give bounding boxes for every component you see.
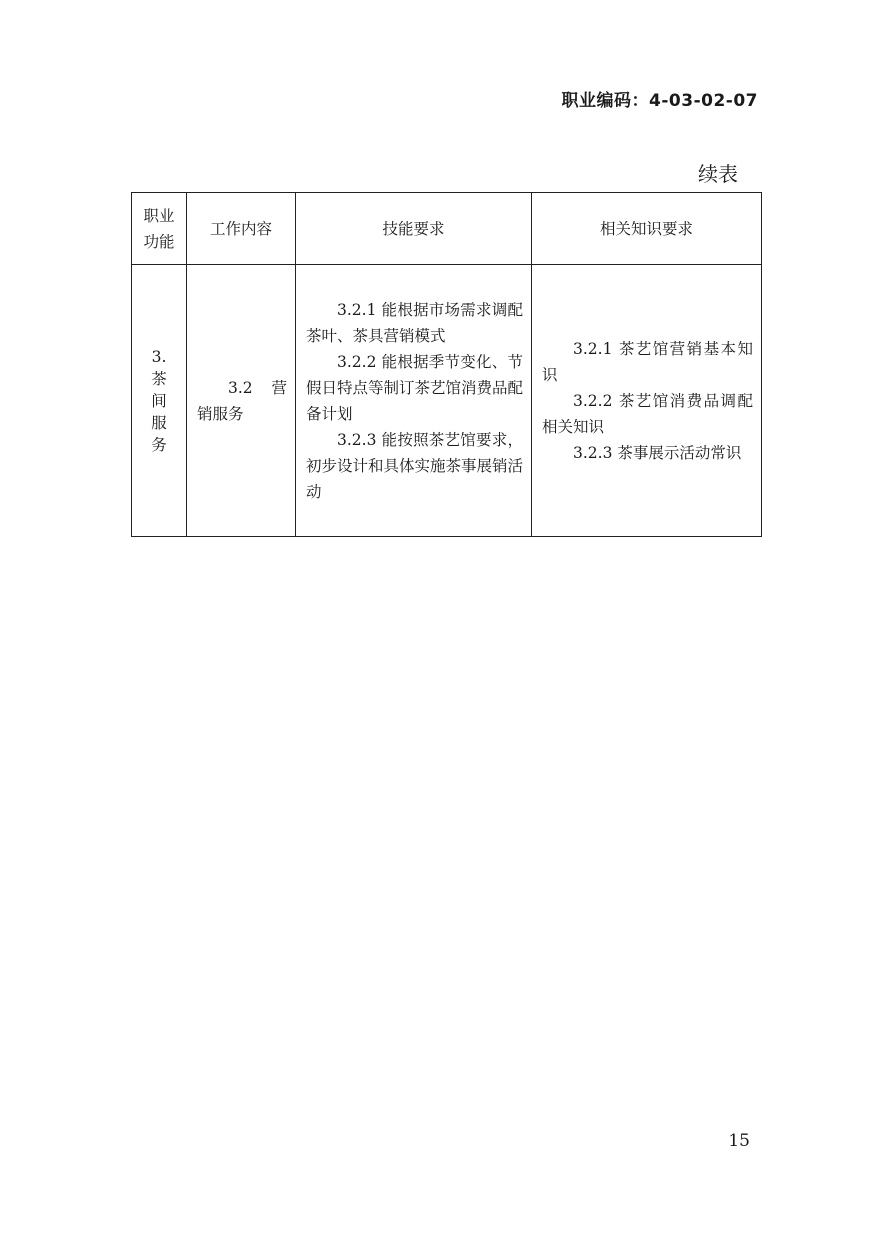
table-header-row xyxy=(132,193,762,265)
skill-item: 3.2.2 能根据季节变化、节假日特点等制订茶艺馆消费品配备计划 xyxy=(306,352,524,423)
continued-table-label: 续表 xyxy=(698,162,738,186)
work-content-text: 3.2 营销服务 xyxy=(197,378,287,423)
cell-skill-requirements xyxy=(296,265,532,537)
knowledge-item: 3.2.3 茶事展示活动常识 xyxy=(573,443,742,462)
function-char: 服 xyxy=(151,413,167,432)
cell-knowledge-requirements xyxy=(532,265,762,537)
occupation-code: 职业编码：4-03-02-07 xyxy=(561,91,758,111)
skill-item: 3.2.3 能按照茶艺馆要求，初步设计和具体实施茶事展销活动 xyxy=(306,430,524,501)
header-work: 工作内容 xyxy=(187,193,296,265)
header-function: 职业功能 xyxy=(132,193,187,265)
function-number: 3. xyxy=(151,347,167,366)
function-char: 茶 xyxy=(151,369,167,388)
function-char: 务 xyxy=(151,435,167,454)
cell-work-content xyxy=(187,265,296,537)
knowledge-item: 3.2.2 茶艺馆消费品调配相关知识 xyxy=(542,391,753,436)
skill-standard-table xyxy=(131,192,762,537)
cell-function xyxy=(132,265,187,537)
header-skill: 技能要求 xyxy=(296,193,532,265)
function-char: 间 xyxy=(151,391,167,410)
table-row xyxy=(132,265,762,537)
header-knowledge: 相关知识要求 xyxy=(532,193,762,265)
skill-item: 3.2.1 能根据市场需求调配茶叶、茶具营销模式 xyxy=(306,300,523,345)
page-number: 15 xyxy=(728,1131,750,1151)
knowledge-item: 3.2.1 茶艺馆营销基本知识 xyxy=(542,339,753,384)
